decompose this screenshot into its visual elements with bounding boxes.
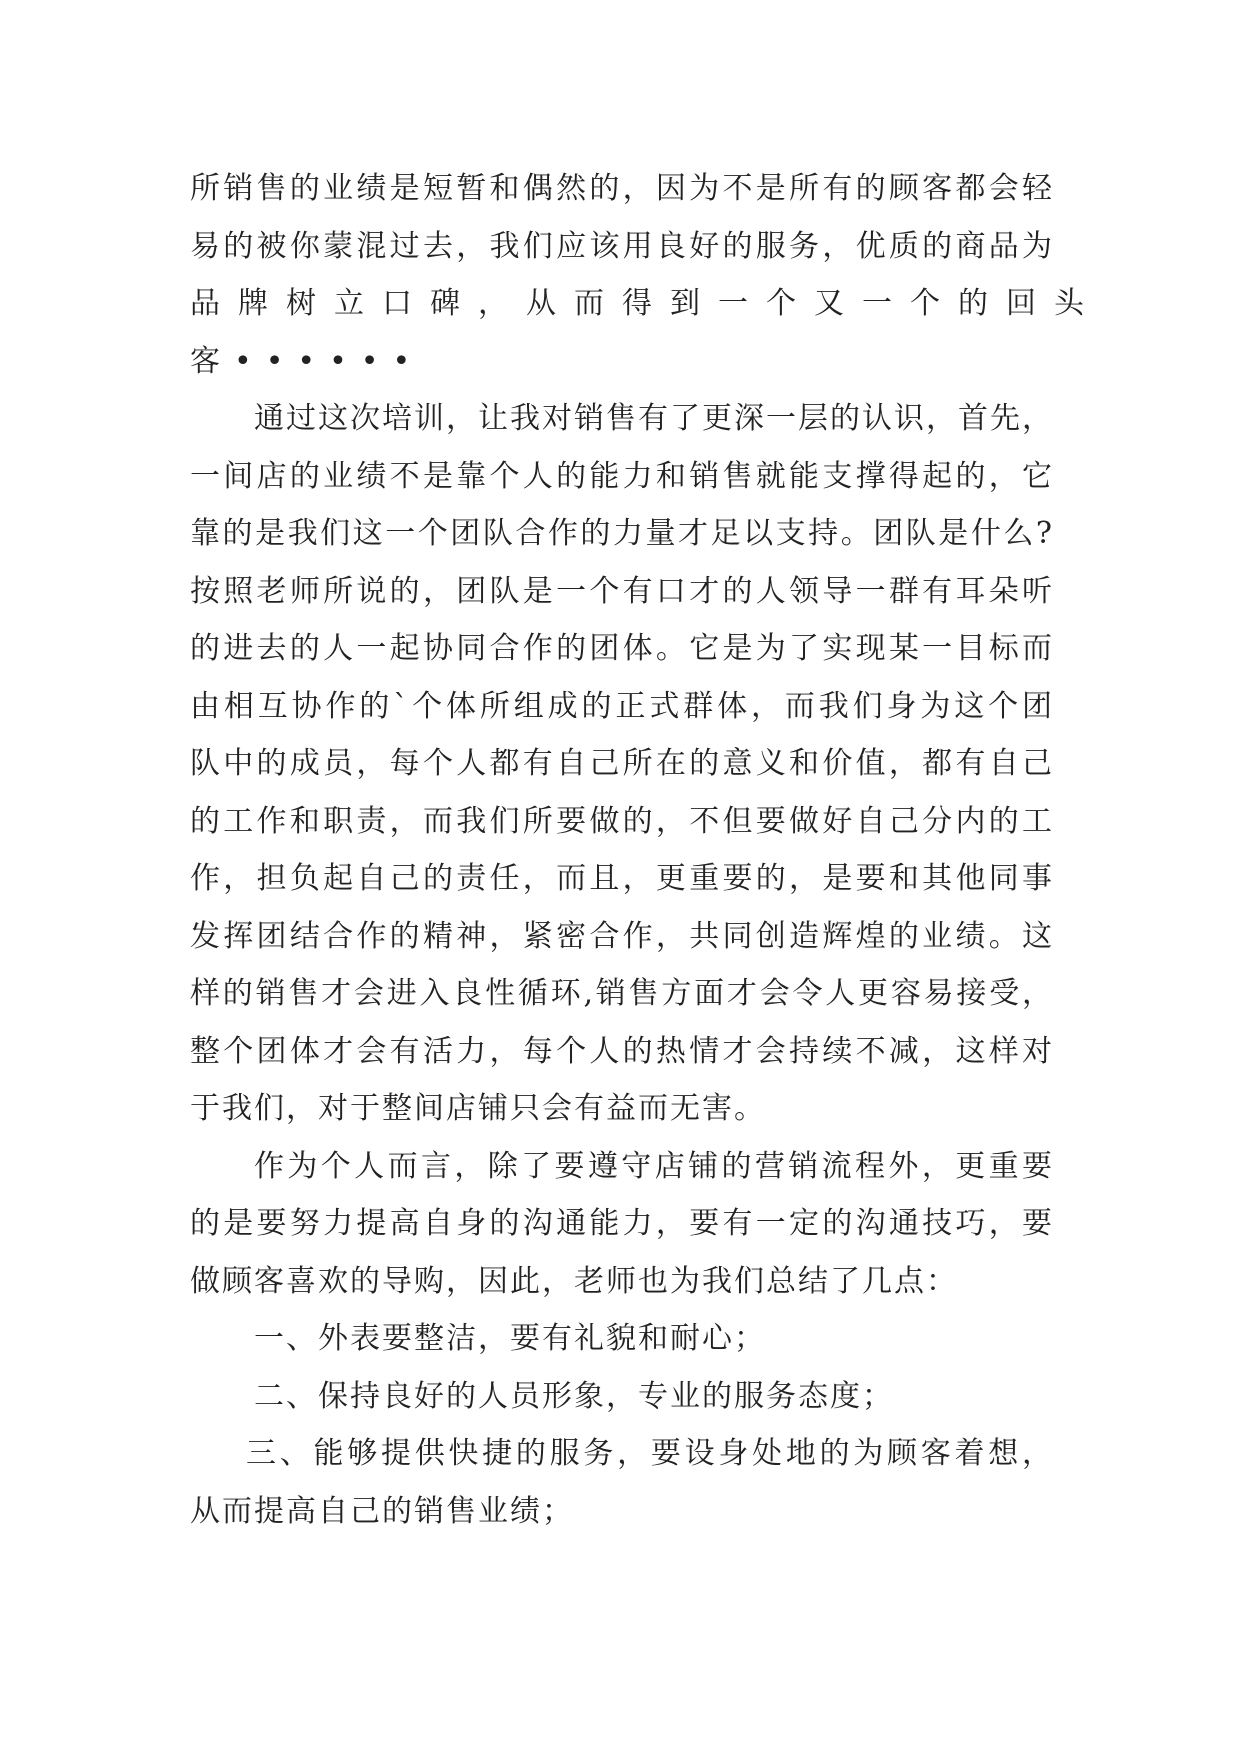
paragraph-3 bbox=[190, 1138, 1054, 1311]
text-line: 做顾客喜欢的导购，因此，老师也为我们总结了几点： bbox=[190, 1263, 958, 1299]
text-line: 的是要努力提高自身的沟通能力，要有一定的沟通技巧，要 bbox=[190, 1206, 1054, 1241]
text-line: 的工作和职责，而我们所要做的，不但要做好自己分内的工 bbox=[190, 803, 1054, 839]
text-line: 的进去的人一起协同合作的团体。它是为了实现某一目标而 bbox=[190, 631, 1054, 666]
paragraph-2 bbox=[190, 390, 1054, 1138]
text-line: 作为个人而言，除了要遵守店铺的营销流程外，更重要 bbox=[254, 1148, 1054, 1184]
list-item-2 bbox=[190, 1368, 1054, 1426]
text-line: 靠的是我们这一个团队合作的力量才足以支持。团队是什么? bbox=[190, 516, 1054, 551]
paragraph-1 bbox=[190, 160, 1102, 390]
text-line: 样的销售才会进入良性循环,销售方面才会令人更容易接受， bbox=[190, 976, 1054, 1011]
text-line: 通过这次培训，让我对销售有了更深一层的认识，首先， bbox=[254, 401, 1054, 436]
text-line: 发挥团结合作的精神，紧密合作，共同创造辉煌的业绩。这 bbox=[190, 918, 1054, 954]
list-item-1 bbox=[190, 1310, 1054, 1368]
text-line: 从而提高自己的销售业绩； bbox=[190, 1493, 574, 1529]
text-line: 三、能够提供快捷的服务，要设身处地的为顾客着想， bbox=[246, 1436, 1054, 1471]
text-line: 整个团体才会有活力，每个人的热情才会持续不减，这样对 bbox=[190, 1033, 1054, 1069]
text-line: 作，担负起自己的责任，而且，更重要的，是要和其他同事 bbox=[190, 861, 1054, 896]
list-item-3 bbox=[190, 1425, 1054, 1540]
text-line: 品牌树立口碑，从而得到一个又一个的回头 bbox=[190, 286, 1102, 321]
text-line: 按照老师所说的，团队是一个有口才的人领导一群有耳朵听 bbox=[190, 573, 1054, 609]
text-line: 于我们，对于整间店铺只会有益而无害。 bbox=[190, 1091, 766, 1126]
text-line: 一间店的业绩不是靠个人的能力和销售就能支撑得起的，它 bbox=[190, 458, 1054, 494]
text-line: 所销售的业绩是短暂和偶然的，因为不是所有的顾客都会轻 bbox=[190, 171, 1054, 206]
text-line: 队中的成员，每个人都有自己所在的意义和价值，都有自己 bbox=[190, 746, 1054, 781]
text-line: 一、外表要整洁，要有礼貌和耐心； bbox=[254, 1321, 766, 1356]
text-line: 客•••••• bbox=[190, 343, 425, 379]
text-line: 二、保持良好的人员形象，专业的服务态度； bbox=[254, 1378, 894, 1414]
text-line: 易的被你蒙混过去，我们应该用良好的服务，优质的商品为 bbox=[190, 228, 1054, 264]
text-line: 由相互协作的`个体所组成的正式群体，而我们身为这个团 bbox=[190, 688, 1054, 724]
document-body bbox=[190, 160, 1102, 1540]
